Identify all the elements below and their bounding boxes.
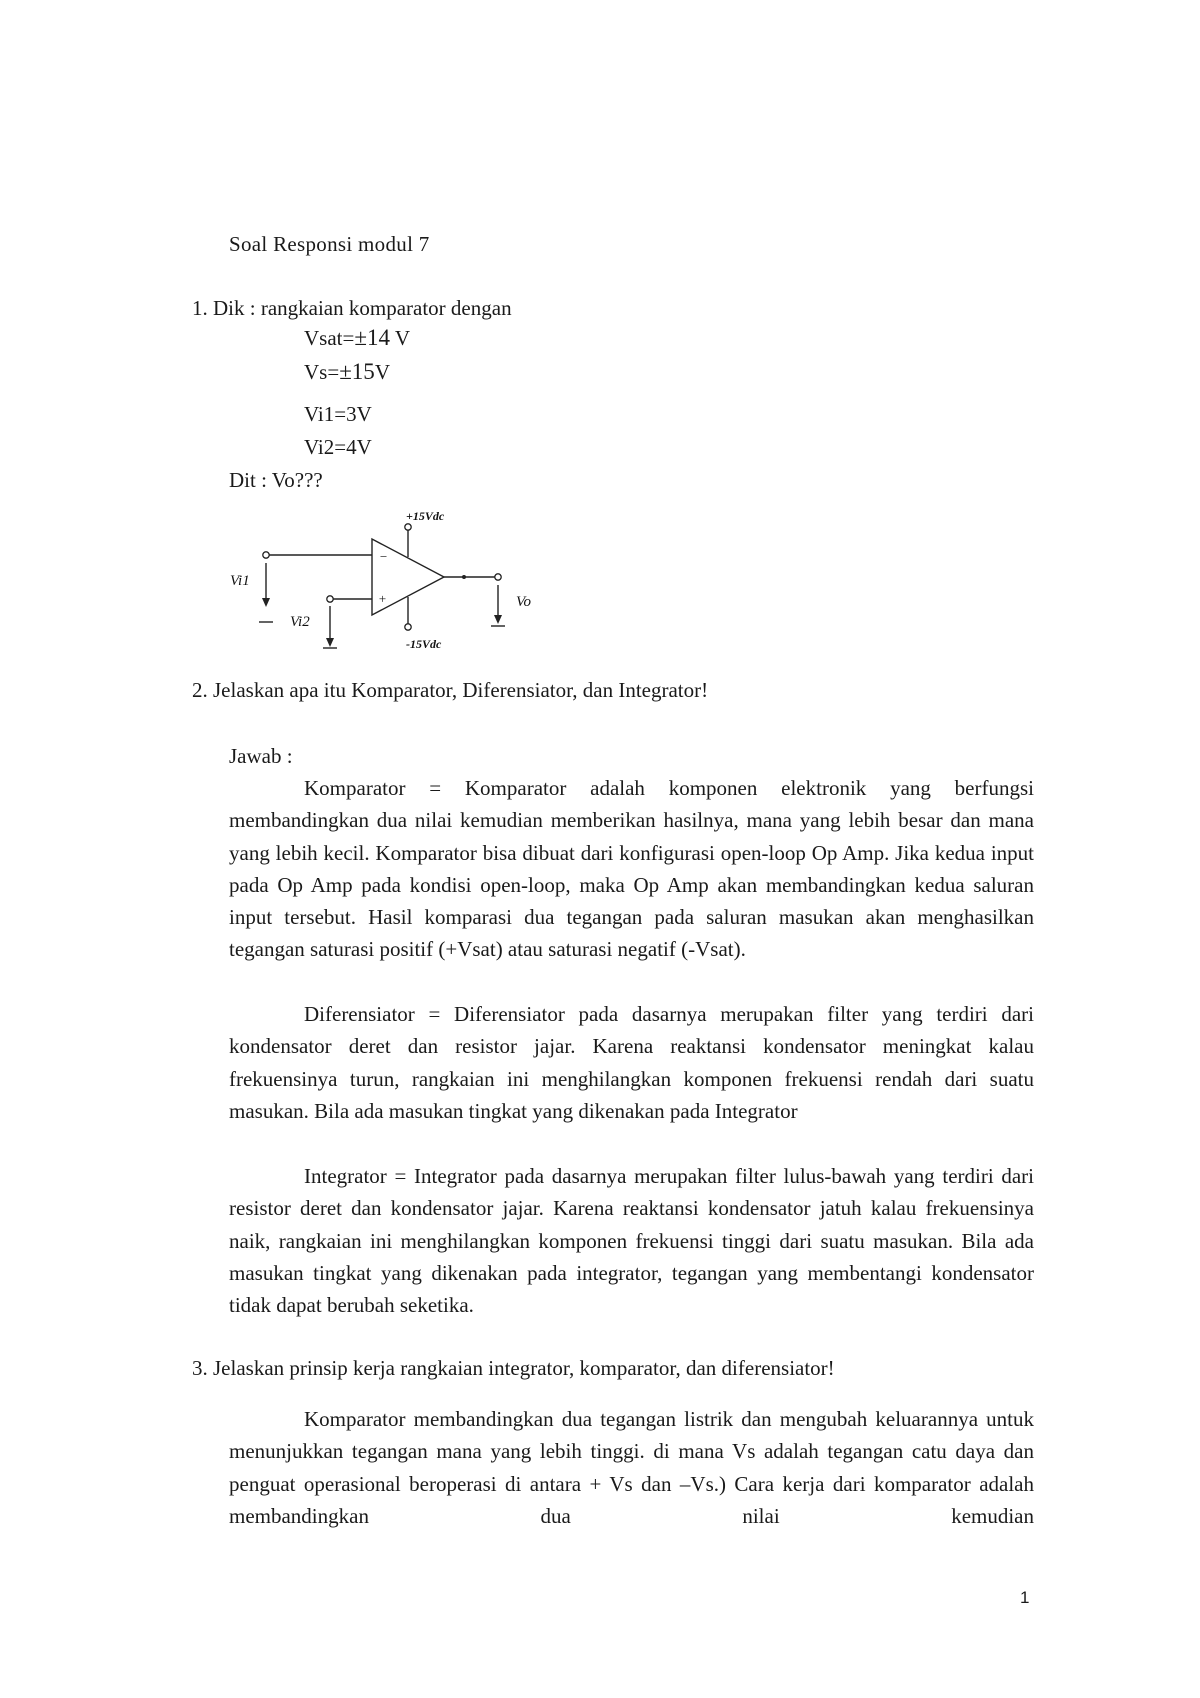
vo-terminal [495, 574, 501, 580]
given-vs [304, 356, 390, 388]
comparator-circuit-diagram [226, 505, 546, 660]
vo-arrowhead [494, 615, 502, 624]
vplus-label: +15Vdc [406, 509, 445, 523]
vi2-arrowhead [326, 638, 334, 647]
given-vi2: Vi2=4V [304, 435, 372, 459]
vminus-label: -15Vdc [406, 637, 442, 651]
answer-integrator: Integrator = Integrator pada dasarnya merupakan filter lulus-bawah yang terdiri dari resistor deret dan kondensator jajar. Karena reaktansi kondensator jatuh kalau frekuensinya naik, rangkaian ini menghilangkan komponen frekuensi tinggi dari suatu masukan. Bila ada masukan tingkat yang dikenakan pada integrator, tegangan yang membentangi kondensator tidak dapat berubah seketika. [229, 1164, 1034, 1318]
vi2-terminal [327, 596, 333, 602]
answer-3-paragraph: Komparator membandingkan dua tegangan listrik dan mengubah keluarannya untuk menunjukkan tegangan mana yang lebih tinggi. di mana Vs adalah tegangan catu daya dan penguat operasional beroperasi di antara + Vs dan –Vs.) Cara kerja dari komparator adalah membandingkan dua nilai kemudian [229, 1407, 1034, 1528]
noninverting-sign: + [378, 591, 387, 606]
vi1-terminal [263, 552, 269, 558]
output-junction [462, 575, 466, 579]
question-2: 2. Jelaskan apa itu Komparator, Diferensiator, dan Integrator! [192, 678, 709, 702]
given-vs-label: Vs= [304, 360, 340, 384]
page-number: 1 [1020, 1588, 1030, 1607]
given-vsat-unit: V [394, 326, 411, 350]
given-vsat [304, 322, 410, 354]
question-1-asked: Dit : Vo??? [229, 468, 323, 492]
vi2-label: Vi2 [290, 614, 310, 630]
answer-komparator: Komparator = Komparator adalah komponen elektronik yang berfungsi membandingkan dua nilai kemudian memberikan hasilnya, mana yang lebih besar dan mana yang lebih kecil. Komparator bisa dibuat dari konfigurasi open-loop Op Amp. Jika kedua input pada Op Amp pada kondisi open-loop, maka Op Amp akan membandingkan kedua saluran input tersebut. Hasil komparasi dua tegangan pada saluran masukan akan menghasilkan tegangan saturasi positif (+Vsat) atau saturasi negatif (-Vsat). [229, 776, 1034, 962]
vplus-terminal [405, 524, 411, 530]
given-vs-unit: V [374, 360, 390, 384]
page-title: Soal Responsi modul 7 [229, 232, 430, 256]
given-vi1: Vi1=3V [304, 402, 372, 426]
answer-diferensiator: Diferensiator = Diferensiator pada dasarnya merupakan filter yang terdiri dari kondensator deret dan resistor jajar. Karena reaktansi kondensator meningkat kalau frekuensinya turun, rangkaian ini menghilangkan komponen frekuensi rendah dari suatu masukan. Bila ada masukan tingkat yang dikenakan pada Integrator [229, 1002, 1034, 1123]
given-vsat-label: Vsat= [304, 326, 355, 350]
vi1-arrowhead [262, 598, 270, 607]
question-1: 1. Dik : rangkaian komparator dengan [192, 296, 512, 320]
vo-label: Vo [516, 594, 531, 610]
question-3: 3. Jelaskan prinsip kerja rangkaian integrator, komparator, dan diferensiator! [192, 1356, 835, 1380]
given-vs-value: ±15 [339, 359, 375, 384]
inverting-sign: − [379, 549, 388, 564]
vi1-label: Vi1 [230, 573, 250, 589]
answer-label: Jawab : [229, 744, 293, 768]
given-vsat-value: ±14 [354, 325, 390, 350]
vminus-terminal [405, 624, 411, 630]
